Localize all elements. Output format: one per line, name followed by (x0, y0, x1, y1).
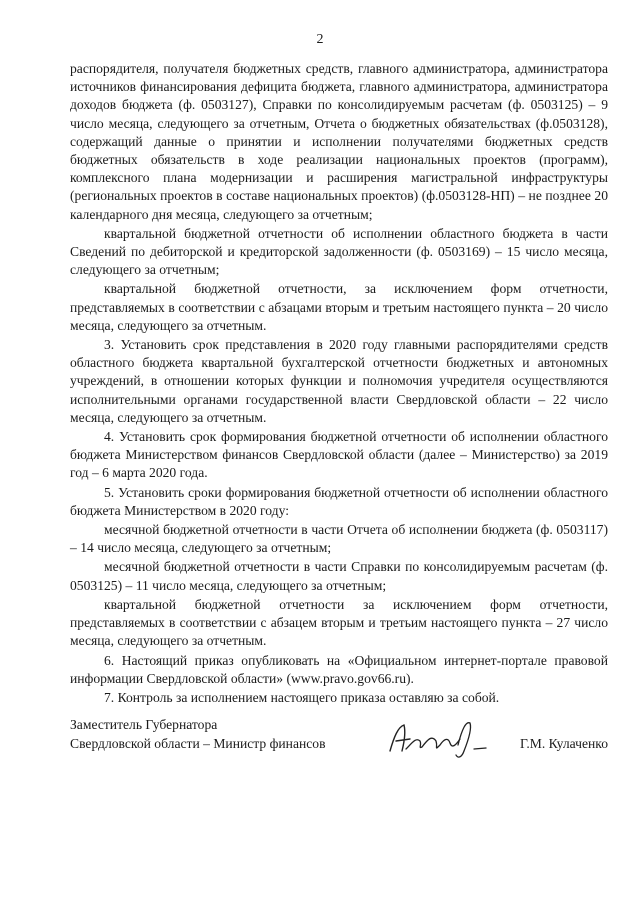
paragraph-quarterly-receivables: квартальной бюджетной отчетности об исполнении областного бюджета в части Сведений по дебиторской и кредиторской задолженности (ф. 0503169) – 15 число месяца, следующего за отчетным; (70, 225, 608, 278)
signatory-name: Г.М. Кулаченко (520, 736, 608, 751)
paragraph-continuation: распорядителя, получателя бюджетных средств, главного администратора, администратора источников финансирования дефицита бюджета, главного администратора, администратора доходов бюджета (ф. 0503127), Справки по консолидируемым расчетам (ф. 0503125) – 9 число месяца, следующего за отчетным, Отчета о бюджетных обязательствах (ф.0503128), содержащий данные о принятии и исполнении получателями бюджетных средств бюджетных обязательств в ходе реализации национальных проектов (программ), комплексного плана модернизации и расширения магистральной инфраструктуры (региональных проектов в составе национальных проектов) (ф.0503128-НП) – не позднее 20 календарного дня месяца, следующего за отчетным; (70, 61, 608, 222)
paragraph-quarterly-other: квартальной бюджетной отчетности, за исключением форм отчетности, представляемых в соответствии с абзацами вторым и третьим настоящего пункта – 20 число месяца, следующего за отчетным. (70, 281, 608, 333)
paragraph-item-3: 3. Установить срок представления в 2020 году главными распорядителями средств областного бюджета квартальной бухгалтерской отчетности бюджетных и автономных учреждений, в отношении которых функции и полномочия учредителя осуществляются исполнительными органами государственной власти Свердловской области – 22 число месяца, следующего за отчетным. (70, 337, 608, 425)
handwritten-signature (382, 715, 494, 763)
paragraph-item-4: 4. Установить срок формирования бюджетной отчетности об исполнении областного бюджета Министерством финансов Свердловской области (далее – Министерство) за 2019 год – 6 марта 2020 года. (70, 429, 608, 481)
signature-block (70, 715, 608, 775)
paragraph-item-6: 6. Настоящий приказ опубликовать на «Официальном интернет-портале правовой информации Свердловской области» (www.pravo.gov66.ru). (70, 652, 608, 686)
paragraph-monthly-0503117: месячной бюджетной отчетности в части Отчета об исполнении бюджета (ф. 0503117) – 14 число месяца, следующего за отчетным; (70, 522, 608, 556)
paragraph-item-7: 7. Контроль за исполнением настоящего приказа оставляю за собой. (104, 689, 500, 705)
signatory-position-line-2: Свердловской области – Министр финансов (70, 736, 326, 751)
paragraph-item-5: 5. Установить сроки формирования бюджетной отчетности об исполнении областного бюджета Министерством в 2020 году: (70, 484, 608, 518)
signatory-position-line-1: Заместитель Губернатора (70, 717, 218, 732)
paragraph-quarterly-27: квартальной бюджетной отчетности за исключением форм отчетности, представляемых в соответствии с абзацем вторым и третьим настоящего пункта – 27 число месяца, следующего за отчетным. (70, 596, 608, 649)
document-body (70, 60, 608, 707)
page-number: 2 (316, 32, 324, 47)
paragraph-monthly-0503125: месячной бюджетной отчетности в части Справки по консолидируемым расчетам (ф. 0503125) – 11 число месяца, следующего за отчетным; (70, 559, 608, 593)
signatory-position (70, 715, 326, 753)
